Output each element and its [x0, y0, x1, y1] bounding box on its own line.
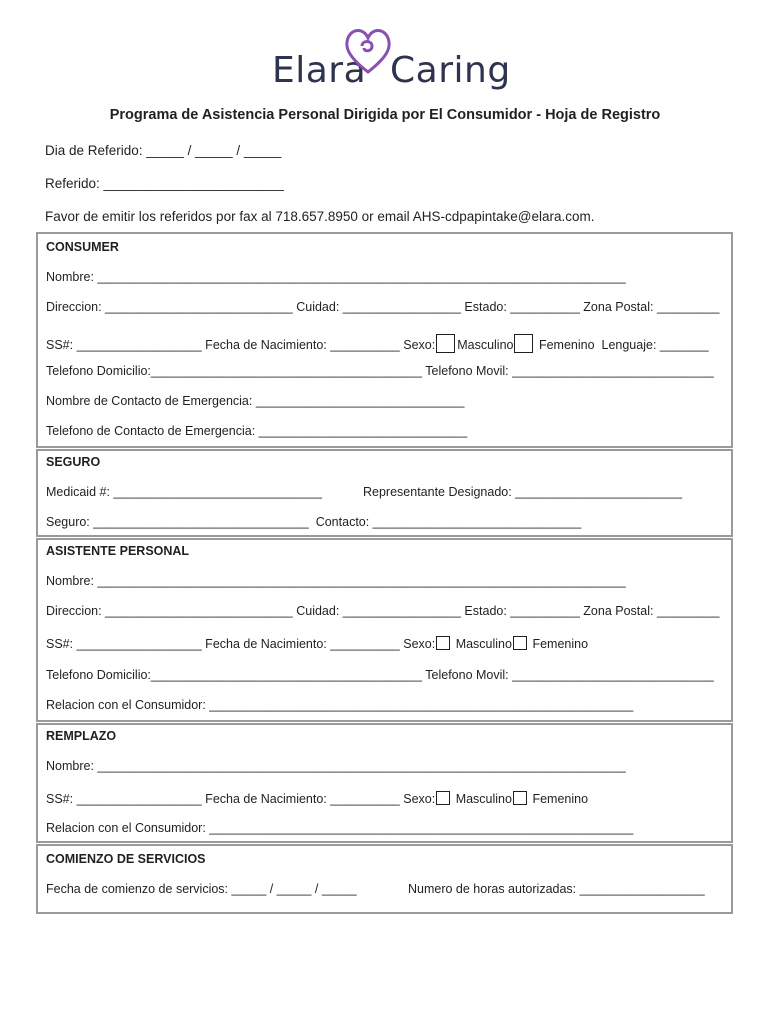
elara-caring-logo	[272, 22, 511, 92]
remplazo-section	[36, 723, 733, 843]
form-title: Programa de Asistencia Personal Dirigida por El Consumidor - Hoja de Registro	[109, 107, 661, 123]
comienzo-section	[36, 844, 733, 914]
representante-field[interactable]: Representante Designado: ________________________	[363, 485, 683, 499]
dia-de-referido-field[interactable]: Dia de Referido: _____ / _____ / _____	[45, 143, 282, 158]
seguro-contacto-field[interactable]: Seguro: _______________________________ Contacto: ______________________________	[46, 515, 582, 529]
asistente-relacion-field[interactable]: Relacion con el Consumidor: _____________________________________________________________	[46, 698, 634, 712]
consumer-contacto-field[interactable]: Nombre de Contacto de Emergencia: ______________________________	[46, 394, 465, 408]
consumer-heading: CONSUMER	[46, 240, 119, 254]
referido-field[interactable]: Referido: ________________________	[45, 176, 284, 191]
fax-instructions: Favor de emitir los referidos por fax al 718.657.8950 or email AHS-cdpapintake@elara.com.	[45, 209, 595, 224]
asistente-direccion-field[interactable]: Direccion: ___________________________ Cuidad: _________________ Estado: __________ Zona Postal: _________	[46, 604, 720, 618]
remplazo-femenino-label: Femenino	[532, 792, 589, 806]
asistente-telefono-field[interactable]: Telefono Domicilio:_______________________________________ Telefono Movil: _____________________________	[46, 668, 714, 682]
remplazo-ss-row	[46, 791, 588, 806]
medicaid-field[interactable]: Medicaid #: ______________________________	[46, 485, 322, 499]
asistente-femenino-label: Femenino	[532, 637, 589, 651]
consumer-telefono-field[interactable]: Telefono Domicilio:_______________________________________ Telefono Movil: _____________________________	[46, 364, 714, 378]
consumer-section	[36, 232, 733, 448]
consumer-ss-row	[46, 334, 709, 353]
asistente-ss-field[interactable]: SS#: __________________ Fecha de Nacimiento: __________ Sexo:	[46, 637, 436, 651]
remplazo-relacion-field[interactable]: Relacion con el Consumidor: _____________________________________________________________	[46, 821, 634, 835]
seguro-section	[36, 449, 733, 537]
asistente-masculino-label: Masculino	[455, 637, 512, 651]
logo-text-elara: Elara	[272, 50, 367, 91]
consumer-tel-contacto-field[interactable]: Telefono de Contacto de Emergencia: ______________________________	[46, 424, 468, 438]
remplazo-masculino-checkbox[interactable]	[436, 791, 450, 805]
asistente-section	[36, 538, 733, 722]
asistente-femenino-checkbox[interactable]	[513, 636, 527, 650]
remplazo-nombre-field[interactable]: Nombre: ____________________________________________________________________________	[46, 759, 626, 773]
consumer-direccion-field[interactable]: Direccion: ___________________________ Cuidad: _________________ Estado: __________ Zona Postal: _________	[46, 300, 720, 314]
comienzo-heading: COMIENZO DE SERVICIOS	[46, 852, 206, 866]
asistente-ss-row	[46, 636, 588, 651]
remplazo-femenino-checkbox[interactable]	[513, 791, 527, 805]
asistente-nombre-field[interactable]: Nombre: ____________________________________________________________________________	[46, 574, 626, 588]
asistente-heading: ASISTENTE PERSONAL	[46, 544, 190, 558]
consumer-femenino-lenguaje[interactable]: Femenino Lenguaje: _______	[538, 338, 709, 352]
consumer-masculino-checkbox[interactable]	[436, 334, 455, 353]
logo-text-caring: Caring	[390, 50, 511, 91]
comienzo-fecha-field[interactable]: Fecha de comienzo de servicios: _____ / _____ / _____	[46, 882, 357, 896]
seguro-heading: SEGURO	[46, 455, 101, 469]
asistente-masculino-checkbox[interactable]	[436, 636, 450, 650]
horas-autorizadas-field[interactable]: Numero de horas autorizadas: __________________	[408, 882, 705, 896]
consumer-femenino-checkbox[interactable]	[514, 334, 533, 353]
remplazo-heading: REMPLAZO	[46, 729, 117, 743]
remplazo-masculino-label: Masculino	[455, 792, 512, 806]
consumer-ss-field[interactable]: SS#: __________________ Fecha de Nacimiento: __________ Sexo:	[46, 338, 436, 352]
consumer-nombre-field[interactable]: Nombre: ____________________________________________________________________________	[46, 270, 626, 284]
heart-logo-icon	[340, 22, 396, 78]
consumer-masculino-label: Masculino	[457, 338, 514, 352]
remplazo-ss-field[interactable]: SS#: __________________ Fecha de Nacimiento: __________ Sexo:	[46, 792, 436, 806]
